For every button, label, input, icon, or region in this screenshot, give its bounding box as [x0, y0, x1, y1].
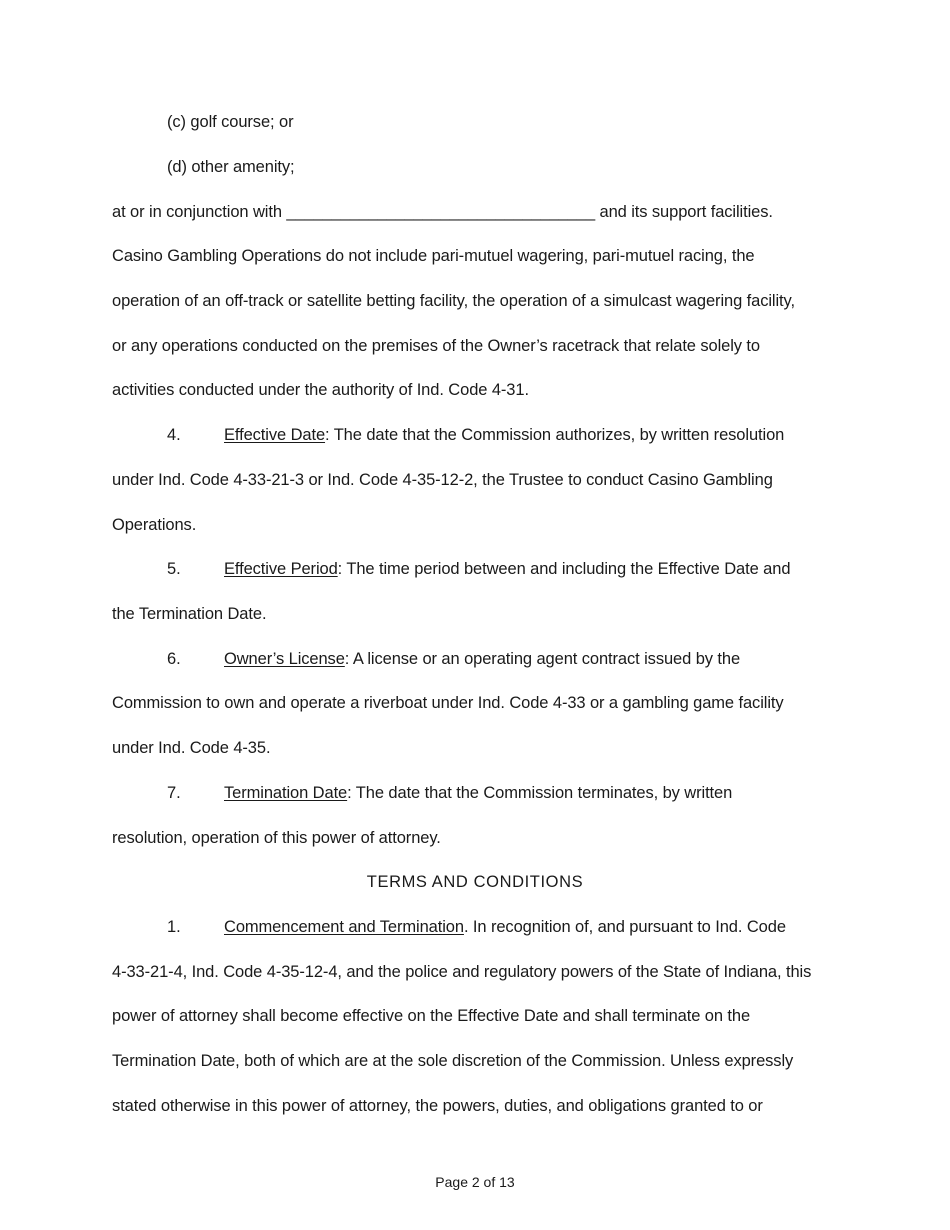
definition-text: : A license or an operating agent contract issued by the: [344, 650, 741, 668]
defined-term: Termination Date: [224, 784, 348, 802]
definition-line: resolution, operation of this power of attorney.: [112, 829, 441, 847]
casino-ops-line: or any operations conducted on the premises of the Owner’s racetrack that relate solely to: [112, 337, 760, 355]
casino-ops-line: activities conducted under the authority of Ind. Code 4-31.: [112, 381, 529, 399]
casino-ops-line: Casino Gambling Operations do not include pari-mutuel wagering, pari-mutuel racing, the: [112, 247, 755, 265]
definition-number: 5.: [167, 560, 181, 578]
definition-first-line: [224, 425, 784, 445]
definition-line: Operations.: [112, 516, 197, 534]
page-footer: Page 2 of 13: [435, 1174, 515, 1190]
definition-first-line: [224, 649, 740, 669]
definition-first-line: [224, 559, 790, 579]
definition-line: the Termination Date.: [112, 605, 267, 623]
term-line: power of attorney shall become effective on the Effective Date and shall terminate on the: [112, 1007, 751, 1025]
term-line: 4-33-21-4, Ind. Code 4-35-12-4, and the police and regulatory powers of the State of Indiana, this: [112, 963, 812, 981]
amenity-d: (d) other amenity;: [167, 158, 295, 176]
term-line: stated otherwise in this power of attorney, the powers, duties, and obligations granted to or: [112, 1097, 763, 1115]
defined-term: Effective Period: [224, 560, 338, 578]
definition-line: under Ind. Code 4-33-21-3 or Ind. Code 4-35-12-2, the Trustee to conduct Casino Gambling: [112, 471, 773, 489]
section-heading: TERMS AND CONDITIONS: [366, 873, 584, 891]
definition-number: 4.: [167, 426, 181, 444]
term-line: Termination Date, both of which are at the sole discretion of the Commission. Unless expressly: [112, 1052, 794, 1070]
definition-text: : The time period between and including the Effective Date and: [337, 560, 791, 578]
term-first-line: [224, 917, 786, 937]
defined-term: Effective Date: [224, 426, 326, 444]
definition-text: : The date that the Commission authorizes, by written resolution: [325, 426, 785, 444]
term-number: 1.: [167, 918, 181, 936]
casino-ops-line: operation of an off-track or satellite betting facility, the operation of a simulcast wagering facility,: [112, 292, 795, 310]
term-title: Commencement and Termination: [224, 918, 464, 936]
definition-text: : The date that the Commission terminates, by written: [347, 784, 733, 802]
definition-line: under Ind. Code 4-35.: [112, 739, 271, 757]
definition-number: 6.: [167, 650, 181, 668]
definition-line: Commission to own and operate a riverboat under Ind. Code 4-33 or a gambling game facility: [112, 694, 784, 712]
amenity-c: (c) golf course; or: [167, 113, 294, 131]
casino-ops-line: at or in conjunction with __________________________________ and its support facilities.: [112, 203, 773, 221]
definition-first-line: [224, 783, 732, 803]
term-text: . In recognition of, and pursuant to Ind. Code: [463, 918, 786, 936]
defined-term: Owner’s License: [224, 650, 345, 668]
definition-number: 7.: [167, 784, 181, 802]
